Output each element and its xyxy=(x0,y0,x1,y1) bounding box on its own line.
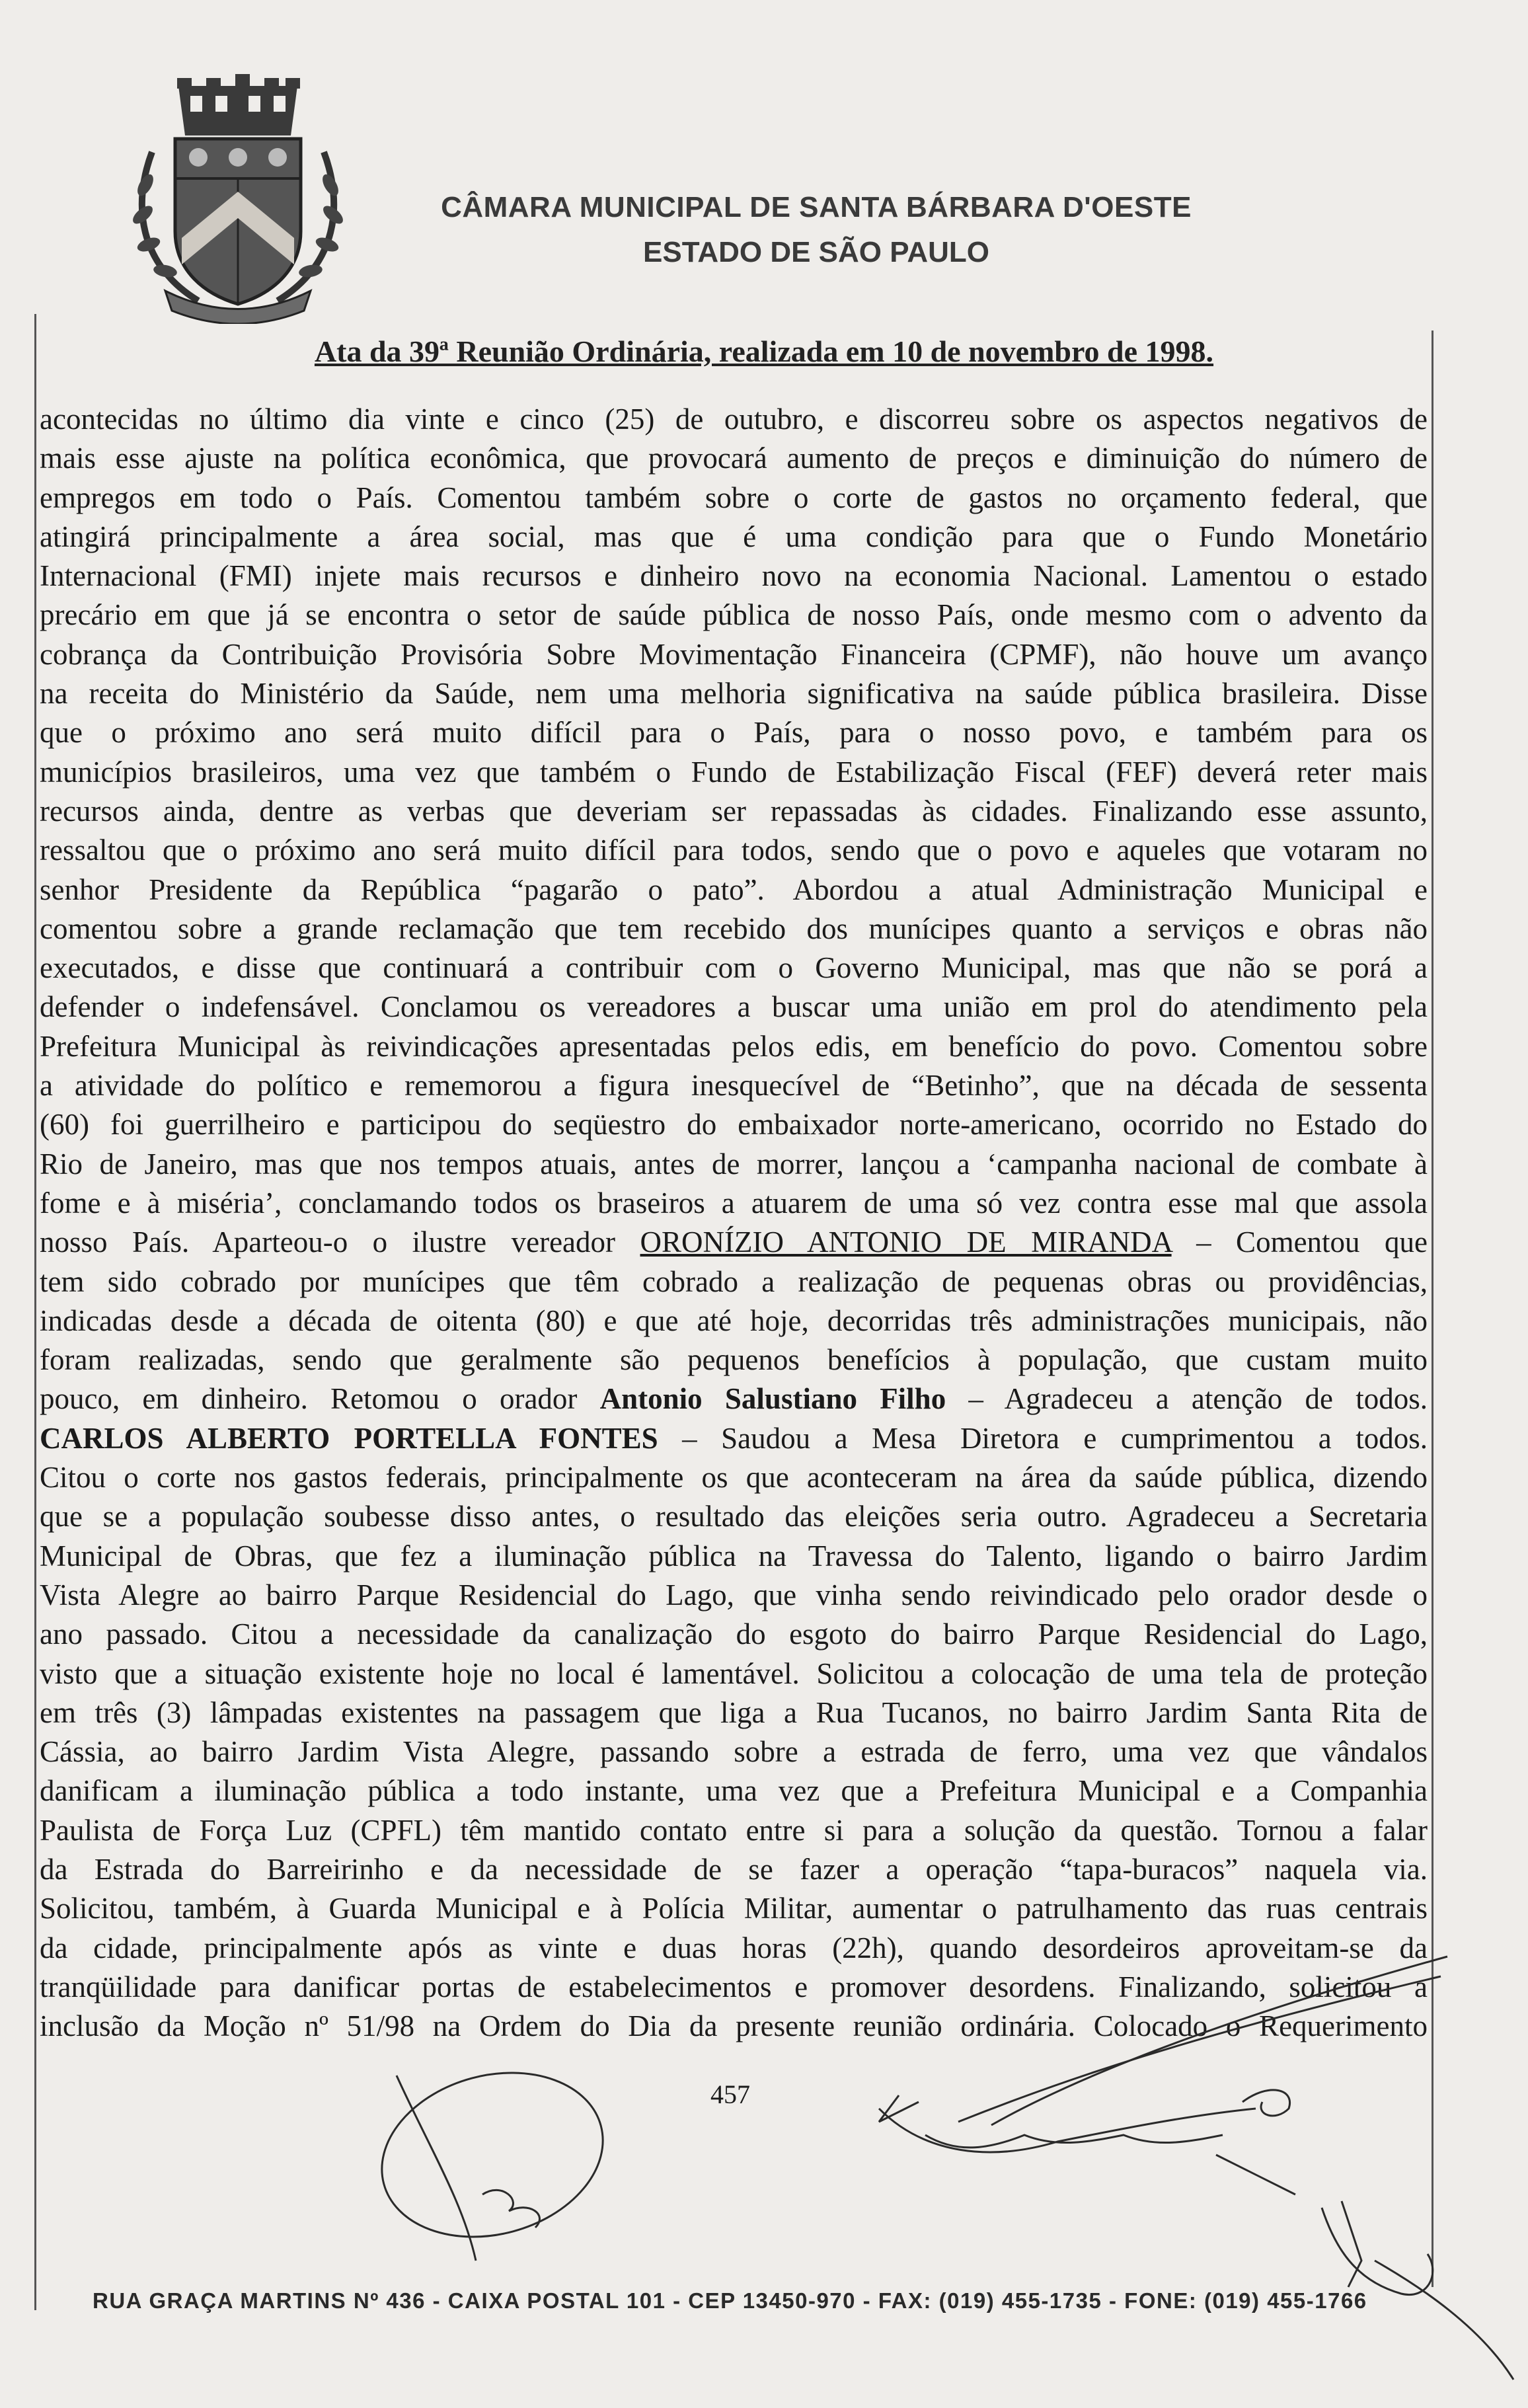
body-line: Municipal de Obras, que fez a iluminação pública na Travessa do Talento, ligando o bairro Jardim xyxy=(40,1539,1428,1573)
body-line: empregos em todo o País. Comentou também sobre o corte de gastos no orçamento federal, que xyxy=(40,481,1428,514)
body-line: a atividade do político e rememorou a figura inesquecível de “Betinho”, que na década de sessenta xyxy=(40,1069,1428,1103)
body-line: comentou sobre a grande reclamação que tem recebido dos munícipes quanto a serviços e obras não xyxy=(40,912,1428,945)
bold-name: Antonio Salustiano Filho xyxy=(599,1382,946,1416)
body-line: executados, e disse que continuará a contribuir com o Governo Municipal, mas que não se porá a xyxy=(40,951,1428,985)
body-line: danificam a iluminação pública a todo instante, uma vez que a Prefeitura Municipal e a Companhia xyxy=(40,1774,1428,1808)
body-line: ressaltou que o próximo ano será muito difícil para todos, sendo que o povo e aqueles que votaram no xyxy=(40,834,1428,867)
body-line: cobrança da Contribuição Provisória Sobre Movimentação Financeira (CPMF), não houve um avanço xyxy=(40,637,1428,671)
body-line: tranqüilidade para danificar portas de estabelecimentos e promover desordens. Finalizando, solicitou a xyxy=(40,1970,1428,2003)
body-line: fome e à miséria’, conclamando todos os braseiros a atuarem de uma só vez contra esse mal que assola xyxy=(40,1186,1428,1220)
minutes-title: Ata da 39ª Reunião Ordinária, realizada em 10 de novembro de 1998. xyxy=(314,334,1214,368)
body-line: CARLOS ALBERTO PORTELLA FONTES – Saudou a Mesa Diretora e cumprimentou a todos. xyxy=(40,1421,1428,1455)
body-line: Prefeitura Municipal às reivindicações apresentadas pelos edis, em benefício do povo. Comentou sobre xyxy=(40,1029,1428,1063)
body-line: mais esse ajuste na política econômica, que provocará aumento de preços e diminuição do número de xyxy=(40,442,1428,475)
body-line: Paulista de Força Luz (CPFL) têm mantido contato entre si para a solução da questão. Tornou a falar xyxy=(40,1813,1428,1847)
body-line: ano passado. Citou a necessidade da canalização do esgoto do bairro Parque Residencial do Lago, xyxy=(40,1617,1428,1651)
left-margin-rule xyxy=(34,314,36,2310)
coat-of-arms-logo xyxy=(126,73,350,324)
page-number: 457 xyxy=(710,2079,750,2109)
address-footer: RUA GRAÇA MARTINS Nº 436 - CAIXA POSTAL 101 - CEP 13450-970 - FAX: (019) 455-1735 - FONE: (019) 455-1766 xyxy=(93,2288,1367,2313)
bold-name: CARLOS ALBERTO PORTELLA FONTES xyxy=(40,1421,658,1455)
body-line: da cidade, principalmente após as vinte e duas horas (22h), quando desordeiros aproveitam-se da xyxy=(40,1931,1428,1964)
body-line: acontecidas no último dia vinte e cinco (25) de outubro, e discorreu sobre os aspectos negativos de xyxy=(40,403,1428,436)
body-line: pouco, em dinheiro. Retomou o orador Antonio Salustiano Filho – Agradeceu a atenção de todos. xyxy=(40,1382,1428,1416)
body-line: Internacional (FMI) injete mais recursos e dinheiro novo na economia Nacional. Lamentou o estado xyxy=(40,559,1428,593)
body-line: inclusão da Moção nº 51/98 na Ordem do Dia da presente reunião ordinária. Colocado o Requerimento xyxy=(40,2009,1428,2043)
body-line: precário em que já se encontra o setor de saúde pública de nosso País, onde mesmo com o advento da xyxy=(40,598,1428,632)
body-line: senhor Presidente da República “pagarão o pato”. Abordou a atual Administração Municipal e xyxy=(40,873,1428,906)
body-line: Citou o corte nos gastos federais, principalmente os que aconteceram na área da saúde pública, dizendo xyxy=(40,1461,1428,1495)
body-line: foram realizadas, sendo que geralmente são pequenos benefícios à população, que custam muito xyxy=(40,1343,1428,1377)
state-name: ESTADO DE SÃO PAULO xyxy=(643,236,989,268)
institution-name: CÂMARA MUNICIPAL DE SANTA BÁRBARA D'OESTE xyxy=(441,191,1192,223)
body-line: tem sido cobrado por munícipes que têm cobrado a realização de pequenas obras ou providências, xyxy=(40,1264,1428,1298)
body-line: indicadas desde a década de oitenta (80) e que até hoje, decorridas três administrações municipais, não xyxy=(40,1303,1428,1337)
underlined-name: ORONÍZIO ANTONIO DE MIRANDA xyxy=(640,1225,1172,1259)
body-line: Solicitou, também, à Guarda Municipal e à Polícia Militar, aumentar o patrulhamento das ruas centrais xyxy=(40,1892,1428,1925)
right-margin-rule xyxy=(1432,330,1433,2287)
body-line: nosso País. Aparteou-o o ilustre vereador ORONÍZIO ANTONIO DE MIRANDA – Comentou que xyxy=(40,1225,1428,1259)
body-line: recursos ainda, dentre as verbas que deveriam ser repassadas às cidades. Finalizando esse assunto, xyxy=(40,794,1428,828)
body-line: Vista Alegre ao bairro Parque Residencial do Lago, que vinha sendo reivindicado pelo orador desde o xyxy=(40,1578,1428,1612)
body-line: defender o indefensável. Conclamou os vereadores a buscar uma união em prol do atendimento pela xyxy=(40,990,1428,1024)
body-line: atingirá principalmente a área social, mas que é uma condição para que o Fundo Monetário xyxy=(40,520,1428,553)
body-line: da Estrada do Barreirinho e da necessidade de se fazer a operação “tapa-buracos” naquela via. xyxy=(40,1852,1428,1886)
minutes-body-text xyxy=(40,400,1428,2046)
body-line: em três (3) lâmpadas existentes na passagem que liga a Rua Tucanos, no bairro Jardim Santa Rita de xyxy=(40,1695,1428,1729)
body-line: na receita do Ministério da Saúde, nem uma melhoria significativa na saúde pública brasileira. Disse xyxy=(40,677,1428,711)
body-line: (60) foi guerrilheiro e participou do seqüestro do embaixador norte-americano, ocorrido no Estado do xyxy=(40,1108,1428,1142)
body-line: Cássia, ao bairro Jardim Vista Alegre, passando sobre a estrada de ferro, uma vez que vândalos xyxy=(40,1735,1428,1769)
body-line: Rio de Janeiro, mas que nos tempos atuais, antes de morrer, lançou a ‘campanha nacional de combate à xyxy=(40,1147,1428,1181)
body-line: municípios brasileiros, uma vez que também o Fundo de Estabilização Fiscal (FEF) deverá reter mais xyxy=(40,755,1428,789)
letterhead xyxy=(410,188,1223,272)
body-line: visto que a situação existente hoje no local é lamentável. Solicitou a colocação de uma tela de proteção xyxy=(40,1656,1428,1690)
body-line: que o próximo ano será muito difícil para o País, para o nosso povo, e também para os xyxy=(40,716,1428,750)
body-line: que se a população soubesse disso antes, o resultado das eleições seria outro. Agradeceu a Secretaria xyxy=(40,1500,1428,1534)
